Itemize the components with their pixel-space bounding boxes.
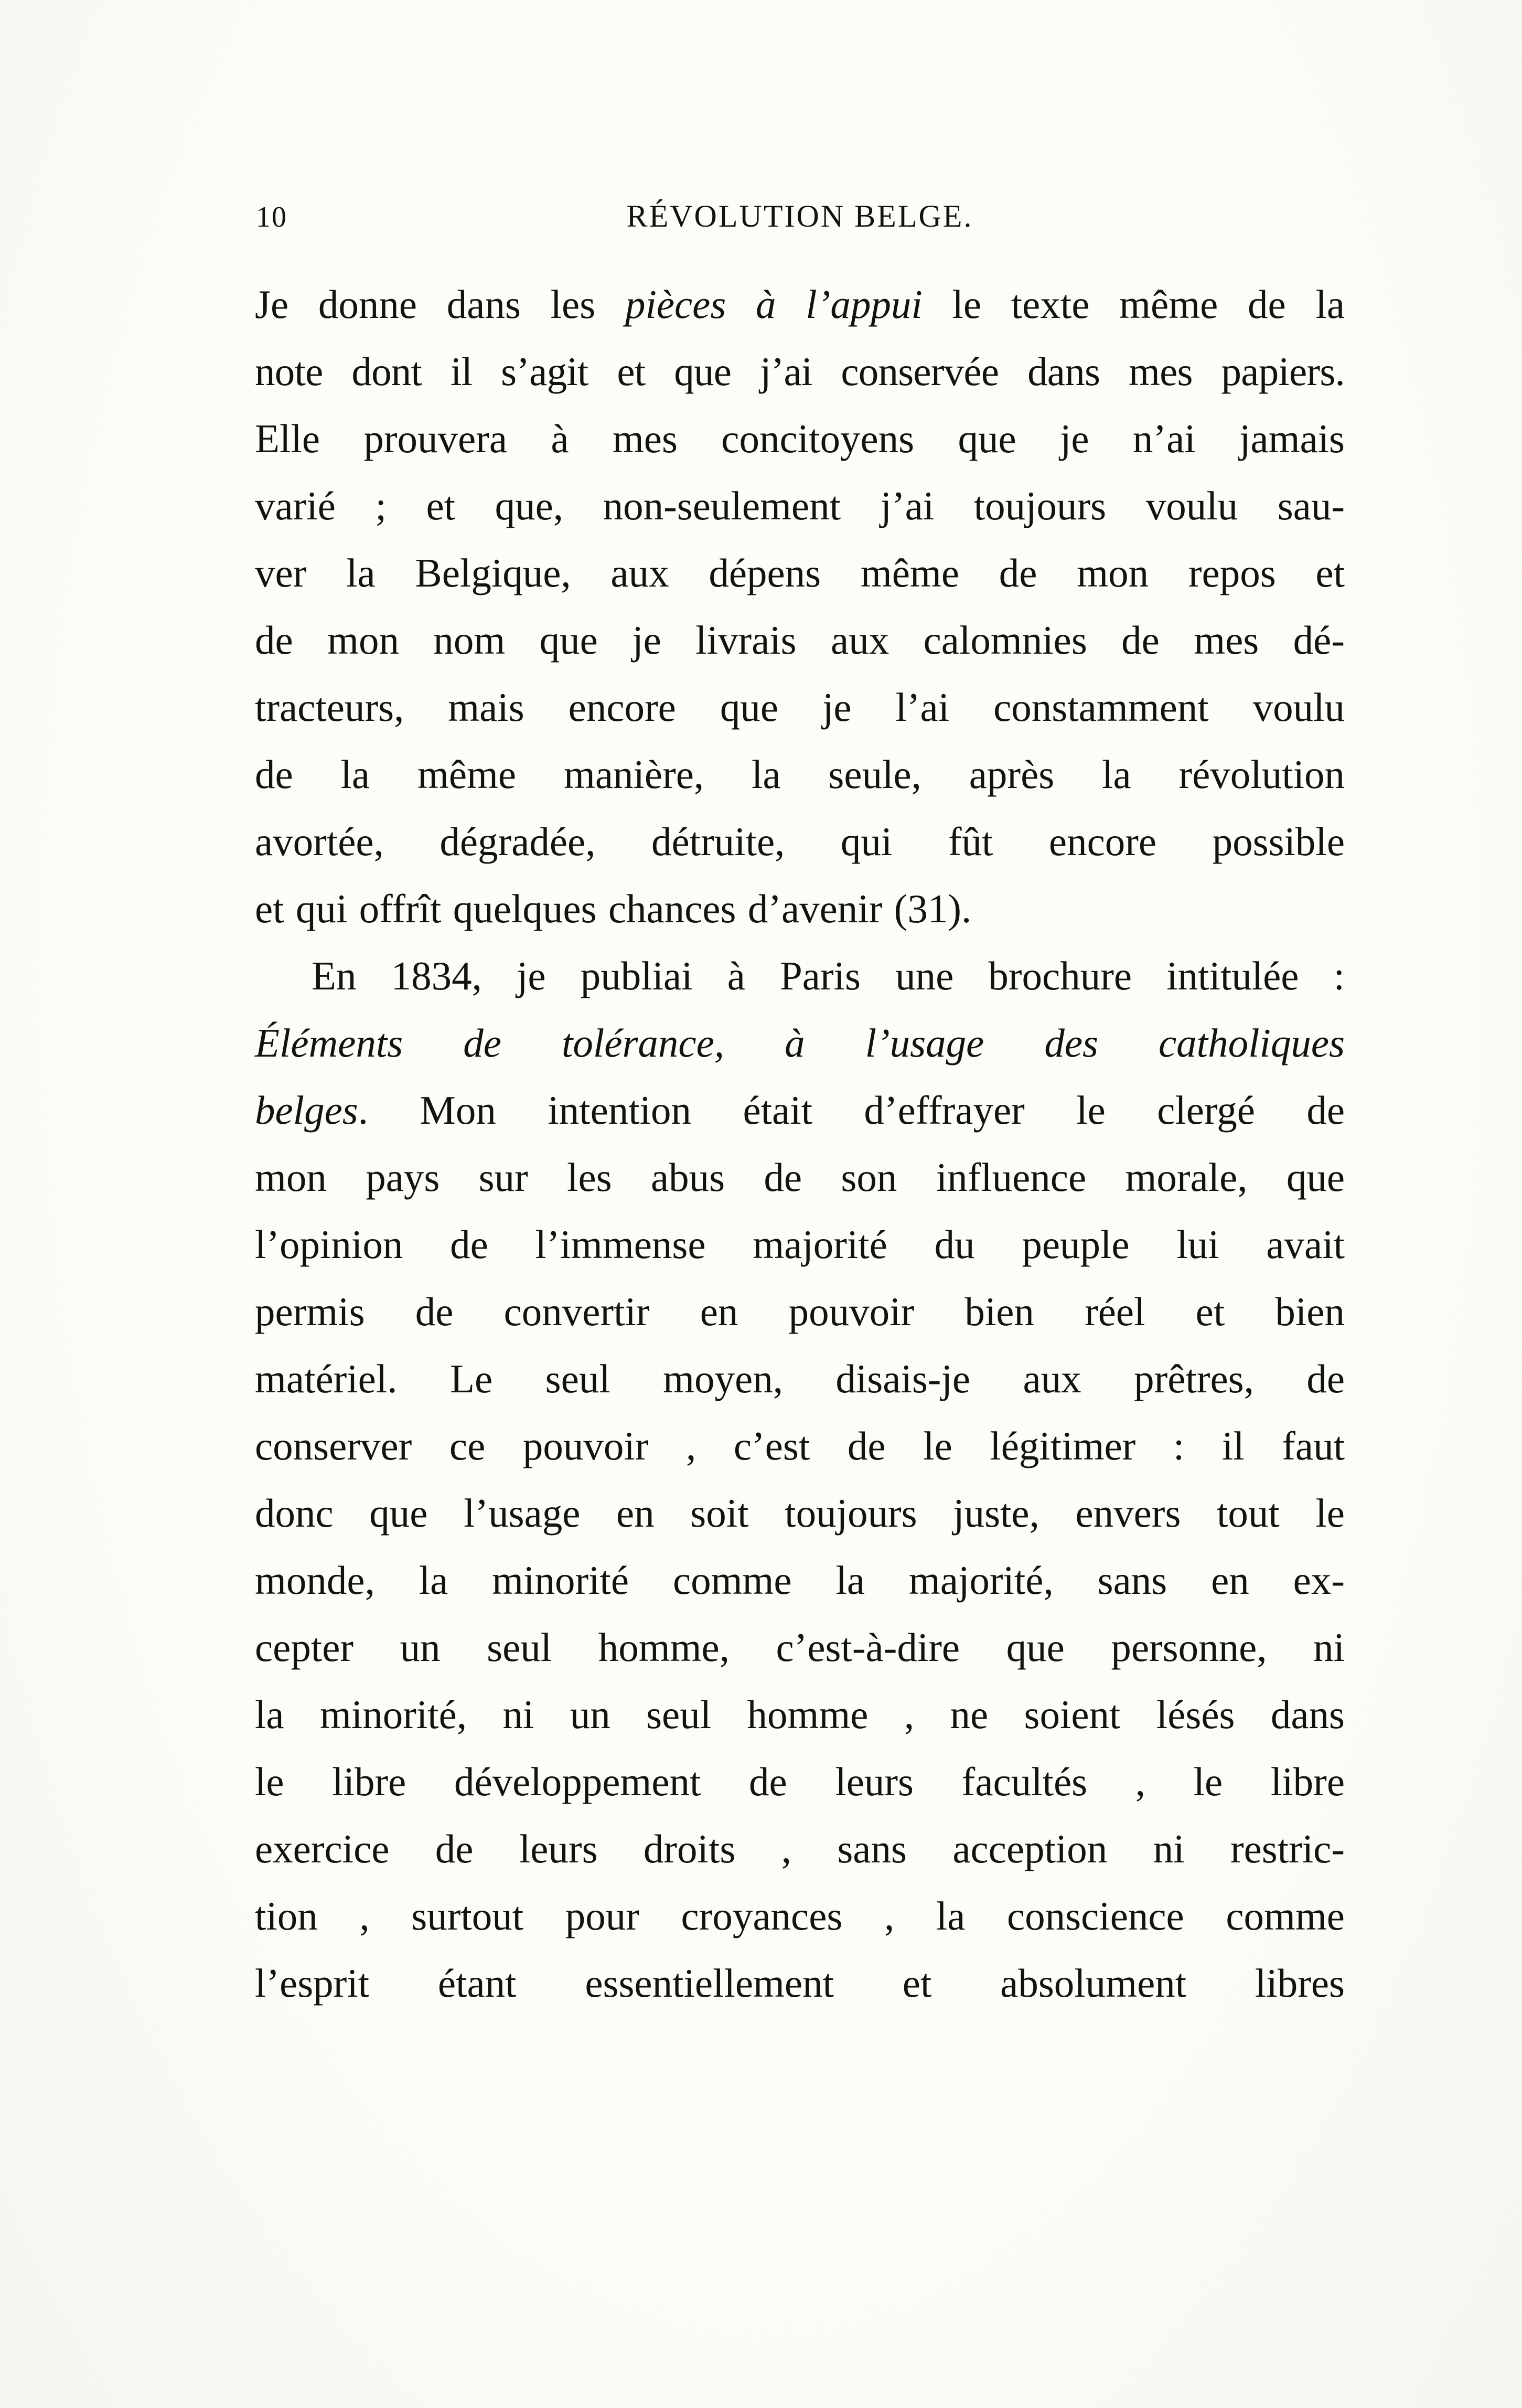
text-segment: de la même manière, la seule, après la révolution [255, 752, 1345, 797]
text-segment: le libre développement de leurs facultés , le libre [255, 1759, 1345, 1804]
text-segment: tracteurs, mais encore que je l’ai constamment voulu [255, 685, 1345, 730]
text-segment: donc que l’usage en soit toujours juste, envers tout le [255, 1490, 1345, 1536]
text-line [255, 338, 1345, 405]
text-line [255, 741, 1345, 808]
text-segment: En 1834, je publiai à Paris une brochure intitulée : [312, 953, 1345, 998]
text-line [255, 1479, 1345, 1547]
text-segment: la minorité, ni un seul homme , ne soient lésés dans [255, 1692, 1345, 1737]
text-line [255, 1547, 1345, 1614]
text-line [255, 1144, 1345, 1211]
text-segment: de mon nom que je livrais aux calomnies de mes dé- [255, 617, 1345, 663]
text-segment: exercice de leurs droits , sans acception ni restric- [255, 1826, 1345, 1871]
text-segment: matériel. Le seul moyen, disais-je aux prêtres, de [255, 1356, 1345, 1401]
text-segment: Je donne dans les [255, 282, 625, 327]
text-segment: . Mon intention était d’effrayer le clergé de [358, 1088, 1345, 1133]
text-line [255, 271, 1345, 338]
text-segment: permis de convertir en pouvoir bien réel et bien [255, 1289, 1345, 1334]
text-segment: tion , surtout pour croyances , la conscience comme [255, 1893, 1345, 1938]
text-line [255, 1882, 1345, 1949]
text-line [255, 1614, 1345, 1681]
text-line [255, 808, 1345, 875]
italic-text-segment: Éléments de tolérance, à l’usage des catholiques [255, 1020, 1345, 1066]
text-segment: avortée, dégradée, détruite, qui fût encore possible [255, 819, 1345, 864]
italic-text-segment: pièces à l’appui [625, 282, 923, 327]
running-title: RÉVOLUTION BELGE. [626, 199, 973, 233]
text-segment: conserver ce pouvoir , c’est de le légitimer : il faut [255, 1423, 1345, 1468]
text-line [255, 1748, 1345, 1815]
text-segment: mon pays sur les abus de son influence morale, que [255, 1155, 1345, 1200]
text-line [255, 539, 1345, 606]
page-header [255, 195, 1345, 242]
text-line [255, 1009, 1345, 1077]
italic-text-segment: belges [255, 1088, 358, 1133]
text-segment: l’esprit étant essentiellement et absolument libres [255, 1961, 1345, 2006]
text-line [255, 674, 1345, 741]
text-line [255, 1681, 1345, 1748]
page-number: 10 [256, 201, 287, 233]
text-segment: le texte même de la [922, 282, 1345, 327]
text-segment: varié ; et que, non-seulement j’ai toujours voulu sau- [255, 483, 1345, 528]
text-line [255, 405, 1345, 472]
text-segment: cepter un seul homme, c’est-à-dire que personne, ni [255, 1625, 1345, 1670]
text-line [255, 1211, 1345, 1278]
text-line [255, 1345, 1345, 1412]
text-line [255, 606, 1345, 674]
text-line [255, 875, 1345, 942]
text-segment: l’opinion de l’immense majorité du peuple lui avait [255, 1222, 1345, 1267]
text-segment: monde, la minorité comme la majorité, sans en ex- [255, 1558, 1345, 1603]
text-line [255, 942, 1345, 1009]
text-line [255, 1278, 1345, 1345]
text-segment: note dont il s’agit et que j’ai conservée dans mes papiers. [255, 349, 1345, 394]
text-line [255, 1412, 1345, 1479]
text-line [255, 1815, 1345, 1882]
text-block [255, 271, 1345, 2017]
text-line [255, 1949, 1345, 2017]
text-line [255, 1077, 1345, 1144]
text-segment: ver la Belgique, aux dépens même de mon repos et [255, 550, 1345, 595]
text-segment: et qui offrît quelques chances d’avenir (31). [255, 886, 972, 931]
text-line [255, 472, 1345, 539]
text-segment: Elle prouvera à mes concitoyens que je n’ai jamais [255, 416, 1345, 461]
